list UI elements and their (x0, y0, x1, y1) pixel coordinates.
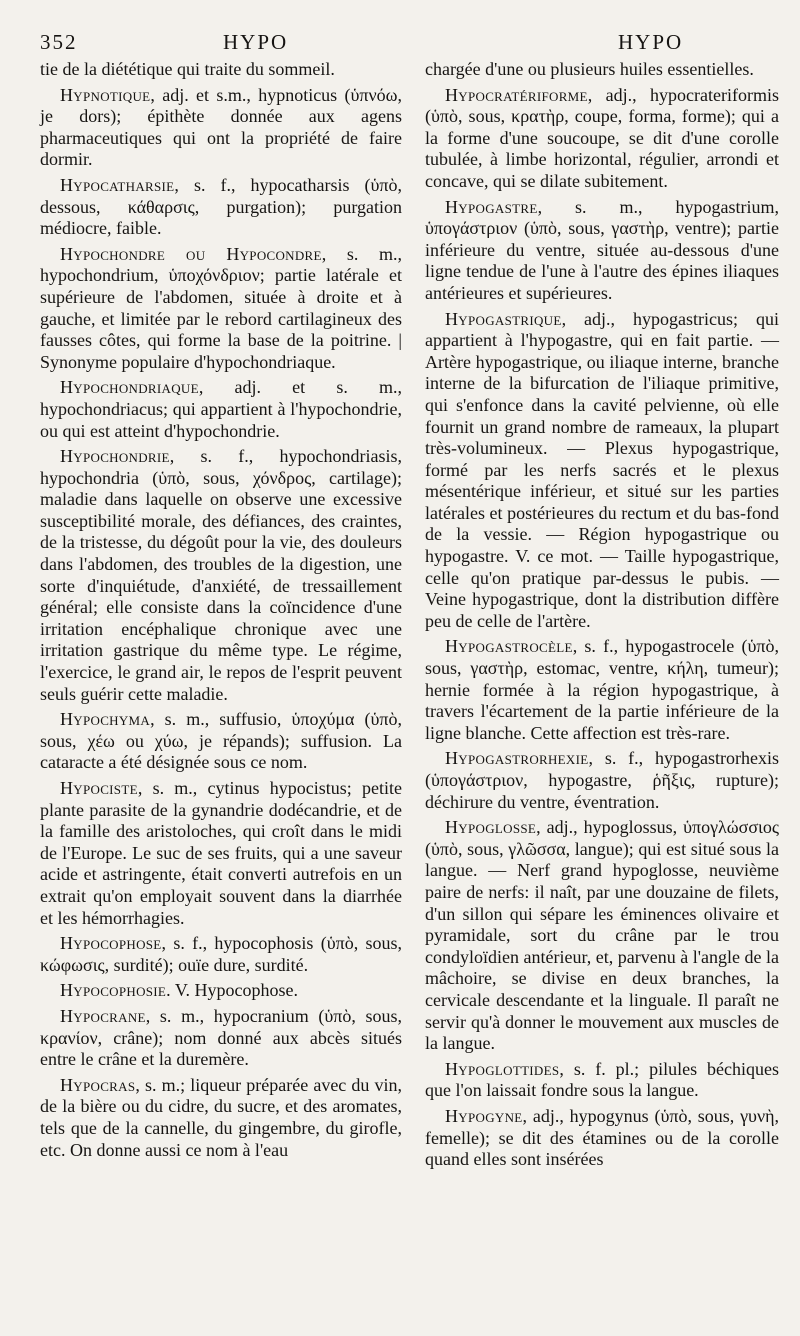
entry-text: , adj., hypoglossus, ὑπογλώσσιος (ὑπὸ, sous, γλῶσσα, langue); qui est situé sous la langue. — Nerf grand hypoglosse, neuvième paire de nerfs: il naît, par une douzaine de filets, d'un sillon qui sépare les éminences olivaire et pyramidale, sort du crâne par le trou condyloïdien antérieur, et, parvenu à l'angle de la mâchoire, se divise en deux branches, la cervicale descendante et la linguale. Il paraît ne servir qu'à donner le mouvement aux muscles de la langue. (425, 817, 779, 1054)
entry-text: chargée d'une ou plusieurs huiles essentielles. (425, 59, 754, 79)
entry-headword: Hypogastrique (445, 308, 562, 329)
entry-text: , s. m.; liqueur préparée avec du vin, de la bière ou du cidre, du sucre, et des aromates, tels que de la cannelle, du gingembre, du girofle, etc. On donne aussi ce nom à l'eau (40, 1074, 402, 1160)
dictionary-entry (40, 1006, 402, 1071)
dictionary-entry (40, 244, 402, 374)
entry-text: , adj., hypogastricus; qui appartient à l'hypogastre, qui en fait partie. — Artère hypogastrique, ou iliaque interne, branche interne de la bifurcation de l'iliaque primitive, qui s'enfonce dans la cavité pelvienne, où elle fournit un grand nombre de rameaux, la plupart très-volumineux. — Plexus hypogastrique, formé par les nerfs sacrés et le plexus mésentérique inférieur, et situé sur les parties latérales et postérieures du rectum et du bas-fond de la vessie. — Région hypogastrique ou hypogastre. V. ce mot. — Taille hypogastrique, celle qu'on pratique par-dessus le pubis. — Veine hypogastrique, dont la distribution diffère peu de celle de l'artère. (425, 308, 779, 631)
dictionary-entry (40, 980, 402, 1002)
dictionary-entry (40, 85, 402, 171)
left-column (40, 59, 402, 1165)
entry-text: , adj., hypocrateriformis (ὑπὸ, sous, κρατὴρ, coupe, forma, forme); qui a la forme d'une soucoupe, se dit d'une corolle tubulée, à limbe horizontal, régulier, arrondi et concave, qui se dilate subitement. (425, 84, 779, 191)
entry-text: , s. m., suffusio, ὑποχύμα (ὑπὸ, sous, χέω ou χύω, je répands); suffusion. La cataracte a été désignée sous ce nom. (40, 709, 402, 773)
dictionary-entry (40, 175, 402, 240)
dictionary-entry (425, 1106, 779, 1171)
entry-headword: Hypocras (60, 1074, 136, 1095)
dictionary-entry (40, 59, 402, 81)
entry-text: , s. f., hypochondriasis, hypochondria (ὑπὸ, sous, χόνδρος, cartilage); maladie dans laquelle on observe une excessive susceptibilité morale, des défiances, des craintes, de la tristesse, du dégoût pour la vie, des douleurs dans l'abdomen, des troubles de la digestion, une sorte d'inquiétude, d'anxiété, de tressaillement général; elle consiste dans la coïncidence d'une irritation encéphalique chronique avec une irritation gastrique du même type. Le régime, l'exercice, le grand air, le repos de l'esprit peuvent seuls guérir cette maladie. (40, 446, 402, 704)
entry-text: tie de la diététique qui traite du sommeil. (40, 59, 335, 79)
entry-headword: Hypochondrie (60, 446, 170, 467)
dictionary-entry (425, 748, 779, 813)
entry-headword: Hypogastrocèle (445, 636, 573, 657)
entry-headword: Hypocatharsie (60, 174, 175, 195)
entry-headword: Hypocratériforme (445, 84, 588, 105)
entry-text: , adj., hypogynus (ὑπὸ, sous, γυνὴ, femelle); se dit des étamines ou de la corolle quand elles sont insérées (425, 1105, 779, 1170)
entry-text: , s. m., hypocranium (ὑπὸ, sous, κρανίον, crâne); nom donné aux abcès situés entre le crâne et la duremère. (40, 1005, 402, 1070)
dictionary-entry (425, 817, 779, 1055)
dictionary-entry (40, 778, 402, 929)
entry-headword: Hypociste (60, 778, 138, 798)
entry-text: , adj. et s. m., hypochondriacus; qui appartient à l'hypochondrie, ou qui est atteint d'hypochondrie. (40, 377, 402, 441)
entry-text: , s. f. pl.; pilules béchiques que l'on laissait fondre sous la langue. (425, 1058, 779, 1101)
dictionary-entry (425, 1059, 779, 1102)
entry-headword: Hypochyma (60, 709, 151, 730)
dictionary-entry (40, 709, 402, 774)
running-header (40, 30, 772, 56)
entry-text: . V. Hypocophose. (166, 980, 299, 1001)
entry-text: , s. f., hypocatharsis (ὑπὸ, dessous, κάθαρσις, purgation); purgation médiocre, faible. (40, 174, 402, 239)
entry-headword: Hypogastre (445, 196, 538, 217)
dictionary-entry (425, 197, 779, 305)
entry-headword: Hypocophose (60, 933, 162, 954)
dictionary-entry (425, 636, 779, 744)
right-running-title: HYPO (618, 30, 684, 54)
entry-headword: Hypnotique (60, 84, 151, 105)
entry-text: , s. f., hypogastrocele (ὑπὸ, sous, γαστὴρ, estomac, ventre, κήλη, tumeur); hernie formée à la région hypogastrique, à travers l'écartement de la partie inférieure de la ligne blanche. Cette affection est très-rare. (425, 636, 779, 743)
entry-headword: Hypogyne (445, 1105, 523, 1126)
dictionary-entry (40, 377, 402, 442)
dictionary-entry (425, 309, 779, 633)
entry-headword: Hypocophosie (60, 980, 167, 1001)
entry-headword: Hypoglosse (445, 817, 537, 838)
entry-text: , s. m., hypogastrium, ὑπογάστριον (ὑπὸ, sous, γαστὴρ, ventre); partie inférieure du ventre, située au-dessous d'une ligne tendue de l'une à l'autre des épines iliaques antérieures et supérieures. (425, 196, 779, 303)
entry-headword: Hypochondriaque (60, 377, 199, 398)
dictionary-entry (40, 1075, 402, 1161)
entry-headword: Hypochondre ou Hypocondre (60, 243, 322, 264)
entry-text: , adj. et s.m., hypnoticus (ὑπνόω, je dors); épithète donnée aux agens pharmaceutiques qui ont la propriété de faire dormir. (40, 84, 402, 170)
entry-text: , s. f., hypogastrorhexis (ὑπογάστριον, hypogastre, ῥῆξις, rupture); déchirure du ventre, éventration. (425, 748, 779, 812)
entry-headword: Hypoglottides (445, 1058, 560, 1079)
dictionary-entry (40, 446, 402, 705)
entry-headword: Hypocrane (60, 1005, 146, 1026)
dictionary-entry (425, 59, 779, 81)
dictionary-entry (425, 85, 779, 193)
left-running-title: HYPO (223, 30, 289, 54)
page-number: 352 (40, 30, 78, 54)
entry-headword: Hypogastrorhexie (445, 748, 589, 769)
right-column (425, 59, 779, 1175)
entry-text: , s. m., cytinus hypocistus; petite plante parasite de la gynandrie dodécandrie, et de la famille des aristoloches, qui croît dans le midi de l'Europe. Le suc de ses fruits, qui a une saveur acide et astringente, était converti autrefois en un extrait qu'on employait souvent dans la diarrhée et les hémorrhagies. (40, 778, 402, 928)
entry-text: , s. m., hypochondrium, ὑποχόνδριον; partie latérale et supérieure de l'abdomen, située à droite et à gauche, et limitée par le rebord cartilagineux des fausses côtes, qui forme la base de la poitrine. | Synonyme populaire d'hypochondriaque. (40, 243, 402, 372)
entry-text: , s. f., hypocophosis (ὑπὸ, sous, κώφωσις, surdité); ouïe dure, surdité. (40, 933, 402, 975)
dictionary-entry (40, 933, 402, 976)
